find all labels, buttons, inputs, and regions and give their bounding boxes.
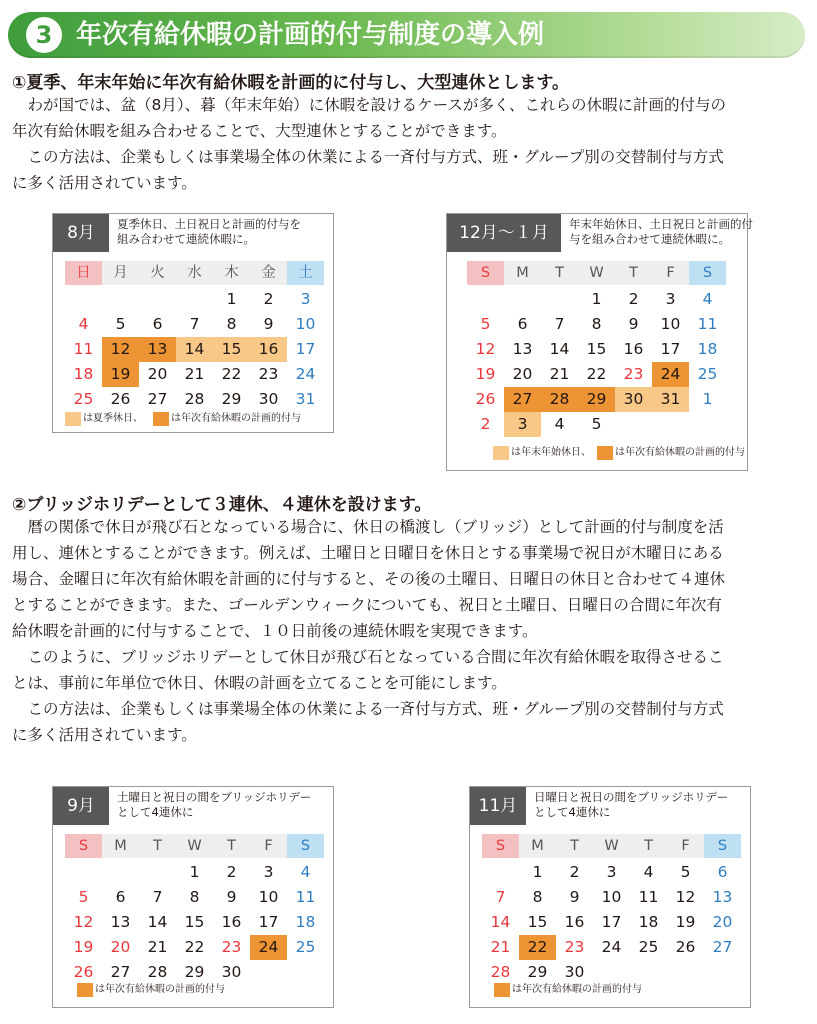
dec-day-cell: 21 (549, 365, 570, 383)
dec-weekday-header: T (615, 261, 652, 285)
dec-day-cell: 6 (517, 315, 528, 333)
section1-line-4: に多く活用されています。 (12, 174, 197, 192)
aug-weekday-header: 土 (287, 261, 324, 285)
aug-weekday-header: 水 (176, 261, 213, 285)
section2-line-6: このように、ブリッジホリデーとして休日が飛び石となっている合間に年次有給休暇を取得させるこ (27, 648, 724, 666)
nov-day-cell: 28 (490, 963, 511, 981)
dec-day-cell: 10 (660, 315, 681, 333)
nov-description-line: として4連休に (534, 805, 611, 819)
dec-month-label: 12月～１月 (447, 214, 561, 252)
aug-day-cell: 20 (147, 365, 168, 383)
nov-day-cell: 13 (712, 888, 733, 906)
sep-day-cell: 29 (184, 963, 205, 981)
section2-line-7: とは、事前に年単位で休日、休暇の計画を立てることを可能にします。 (12, 674, 507, 692)
nov-day-cell: 16 (564, 913, 585, 931)
sep-day-cell: 26 (73, 963, 94, 981)
section1-heading: ①夏季、年末年始に年次有給休暇を計画的に付与し、大型連休とします。 (12, 73, 570, 93)
aug-day-cell: 2 (263, 290, 274, 308)
sep-weekday-header: T (213, 834, 250, 858)
calendar-november (469, 786, 751, 1008)
nov-day-cell: 6 (717, 863, 728, 881)
sep-day-cell: 12 (73, 913, 94, 931)
aug-day-cell: 8 (226, 315, 237, 333)
section1-line-1: わが国では、盆（8月）、暮（年末年始）に休暇を設けるケースが多く、これらの休暇に計画的付与の (27, 96, 727, 114)
dec-description (569, 217, 753, 247)
sep-day-cell: 22 (184, 938, 205, 956)
sep-day-cell: 11 (295, 888, 316, 906)
aug-weekday-header: 木 (213, 261, 250, 285)
sep-day-cell: 17 (258, 913, 279, 931)
nov-day-cell: 26 (675, 938, 696, 956)
aug-day-cell: 26 (110, 390, 131, 408)
section1-line-2: 年次有給休暇を組み合わせることで、大型連休とすることができます。 (12, 122, 507, 140)
section-number-badge: 3 (26, 17, 62, 53)
aug-day-cell: 21 (184, 365, 205, 383)
nov-day-cell: 14 (490, 913, 511, 931)
dec-day-cell: 17 (660, 340, 681, 358)
sep-day-cell: 19 (73, 938, 94, 956)
aug-day-cell: 10 (295, 315, 316, 333)
nov-description-line: 日曜日と祝日の間をブリッジホリデー (534, 790, 729, 804)
sep-day-cell: 5 (78, 888, 89, 906)
aug-day-cell: 9 (263, 315, 274, 333)
dec-weekday-header: S (467, 261, 504, 285)
aug-day-cell: 5 (115, 315, 126, 333)
dec-weekday-header: F (652, 261, 689, 285)
aug-day-cell: 31 (295, 390, 316, 408)
sep-day-cell: 3 (263, 863, 274, 881)
dec-day-cell: 20 (512, 365, 533, 383)
sep-month-label: 9月 (53, 787, 109, 825)
aug-day-cell: 22 (221, 365, 242, 383)
nov-legend-text: は年次有給休暇の計画的付与 (512, 984, 642, 995)
aug-day-cell: 6 (152, 315, 163, 333)
dec-day-cell: 3 (504, 412, 541, 437)
sep-weekday-header: M (102, 834, 139, 858)
dec-legend-swatch-light (493, 446, 509, 460)
section2-line-1: 暦の関係で休日が飛び石となっている場合に、休日の橋渡し（ブリッジ）として計画的付与制度を活 (27, 518, 724, 536)
dec-day-cell: 9 (628, 315, 639, 333)
aug-day-cell: 19 (102, 362, 139, 387)
dec-day-cell: 7 (554, 315, 565, 333)
sep-weekday-header: S (65, 834, 102, 858)
aug-description (117, 217, 301, 247)
aug-weekday-header: 日 (65, 261, 102, 285)
sep-description-line: 土曜日と祝日の間をブリッジホリデー (117, 790, 312, 804)
dec-day-cell: 2 (480, 415, 491, 433)
aug-day-cell: 15 (213, 337, 250, 362)
sep-weekday-header: W (176, 834, 213, 858)
dec-description-line: 年末年始休日、土日祝日と計画的付 (569, 217, 753, 231)
dec-day-cell: 29 (578, 387, 615, 412)
nov-day-cell: 21 (490, 938, 511, 956)
aug-legend-swatch-light (65, 412, 81, 426)
dec-day-cell: 31 (652, 387, 689, 412)
dec-day-cell: 5 (480, 315, 491, 333)
calendar-september (52, 786, 334, 1008)
aug-day-cell: 18 (73, 365, 94, 383)
dec-weekday-header: T (541, 261, 578, 285)
dec-legend-swatch-dark (597, 446, 613, 460)
nov-legend (482, 983, 742, 997)
aug-day-cell: 24 (295, 365, 316, 383)
aug-day-cell: 27 (147, 390, 168, 408)
nov-weekday-header: T (556, 834, 593, 858)
dec-day-cell: 26 (475, 390, 496, 408)
aug-legend-text: は年次有給休暇の計画的付与 (171, 413, 301, 424)
sep-weekday-header: F (250, 834, 287, 858)
dec-legend-text: は年次有給休暇の計画的付与 (615, 447, 745, 458)
nov-weekday-header: F (667, 834, 704, 858)
nov-description (534, 790, 728, 820)
sep-day-cell: 4 (300, 863, 311, 881)
nov-day-cell: 30 (564, 963, 585, 981)
sep-day-cell: 25 (295, 938, 316, 956)
dec-day-cell: 23 (623, 365, 644, 383)
dec-day-cell: 24 (652, 362, 689, 387)
sep-day-cell: 28 (147, 963, 168, 981)
dec-day-cell: 28 (541, 387, 578, 412)
dec-day-cell: 22 (586, 365, 607, 383)
nov-day-cell: 5 (680, 863, 691, 881)
sep-day-cell: 14 (147, 913, 168, 931)
aug-day-cell: 12 (102, 337, 139, 362)
aug-weekday-header: 金 (250, 261, 287, 285)
sep-day-cell: 16 (221, 913, 242, 931)
aug-day-cell: 4 (78, 315, 89, 333)
sep-day-cell: 10 (258, 888, 279, 906)
sep-legend-swatch-dark (77, 983, 93, 997)
nov-day-cell: 1 (532, 863, 543, 881)
section2-line-4: とすることができます。また、ゴールデンウィークについても、祝日と土曜日、日曜日の合間に年次有 (12, 596, 722, 614)
sep-day-cell: 24 (250, 935, 287, 960)
aug-weekday-header: 月 (102, 261, 139, 285)
aug-day-cell: 17 (295, 340, 316, 358)
sep-day-cell: 2 (226, 863, 237, 881)
dec-day-cell: 4 (554, 415, 565, 433)
aug-day-cell: 7 (189, 315, 200, 333)
dec-day-cell: 5 (591, 415, 602, 433)
section-title: 年次有給休暇の計画的付与制度の導入例 (76, 20, 545, 50)
sep-day-cell: 30 (221, 963, 242, 981)
aug-day-cell: 11 (73, 340, 94, 358)
nov-legend-swatch-dark (494, 983, 510, 997)
sep-legend (65, 983, 325, 997)
aug-legend (65, 412, 325, 426)
aug-day-cell: 13 (139, 337, 176, 362)
dec-day-cell: 18 (697, 340, 718, 358)
calendar-august (52, 213, 334, 433)
dec-day-cell: 16 (623, 340, 644, 358)
nov-weekday-header: M (519, 834, 556, 858)
aug-legend-swatch-dark (153, 412, 169, 426)
section2-line-5: 給休暇を計画的に付与することで、１０日前後の連続休暇を実現できます。 (12, 622, 538, 640)
dec-day-cell: 19 (475, 365, 496, 383)
nov-day-cell: 22 (519, 935, 556, 960)
nov-day-cell: 8 (532, 888, 543, 906)
nov-day-cell: 23 (564, 938, 585, 956)
dec-day-cell: 13 (512, 340, 533, 358)
nov-day-cell: 3 (606, 863, 617, 881)
aug-description-line: 夏季休日、土日祝日と計画的付与を (117, 217, 301, 231)
nov-day-cell: 10 (601, 888, 622, 906)
nov-day-cell: 2 (569, 863, 580, 881)
sep-weekday-header: S (287, 834, 324, 858)
nov-day-cell: 20 (712, 913, 733, 931)
calendar-december-january (446, 213, 753, 471)
nov-day-cell: 24 (601, 938, 622, 956)
dec-day-cell: 2 (628, 290, 639, 308)
aug-day-cell: 1 (226, 290, 237, 308)
section1-line-3: この方法は、企業もしくは事業場全体の休業による一斉付与方式、班・グループ別の交替制付与方式 (27, 148, 724, 166)
nov-day-cell: 7 (495, 888, 506, 906)
section2-heading: ②ブリッジホリデーとして３連休、４連休を設けます。 (12, 495, 432, 515)
section-banner (8, 12, 805, 58)
nov-day-cell: 18 (638, 913, 659, 931)
sep-day-cell: 27 (110, 963, 131, 981)
sep-day-cell: 9 (226, 888, 237, 906)
nov-weekday-header: S (482, 834, 519, 858)
aug-month-label: 8月 (53, 214, 109, 252)
aug-day-cell: 3 (300, 290, 311, 308)
sep-day-cell: 8 (189, 888, 200, 906)
nov-weekday-header: W (593, 834, 630, 858)
nov-day-cell: 12 (675, 888, 696, 906)
dec-legend-text: は年末年始休日、 (511, 447, 591, 458)
dec-day-cell: 11 (697, 315, 718, 333)
dec-day-cell: 15 (586, 340, 607, 358)
sep-day-cell: 20 (110, 938, 131, 956)
sep-day-cell: 23 (221, 938, 242, 956)
dec-description-line: 与を組み合わせて連続休暇に。 (569, 232, 730, 246)
dec-weekday-header: W (578, 261, 615, 285)
dec-day-cell: 1 (702, 390, 713, 408)
dec-day-cell: 1 (591, 290, 602, 308)
aug-day-cell: 30 (258, 390, 279, 408)
dec-day-cell: 8 (591, 315, 602, 333)
aug-legend-text: は夏季休日、 (83, 413, 143, 424)
sep-description (117, 790, 311, 820)
section2-line-2: 用し、連休とすることができます。例えば、土曜日と日曜日を休日とする事業場で祝日が木曜日にある (12, 544, 724, 562)
sep-day-cell: 18 (295, 913, 316, 931)
dec-day-cell: 14 (549, 340, 570, 358)
dec-day-cell: 12 (475, 340, 496, 358)
section2-line-9: に多く活用されています。 (12, 726, 197, 744)
sep-day-cell: 1 (189, 863, 200, 881)
section2-line-3: 場合、金曜日に年次有給休暇を計画的に付与すると、その後の土曜日、日曜日の休日と合わせて４連休 (12, 570, 726, 588)
nov-weekday-header: T (630, 834, 667, 858)
aug-description-line: 組み合わせて連続休暇に。 (117, 232, 255, 246)
dec-legend (459, 446, 745, 460)
aug-weekday-header: 火 (139, 261, 176, 285)
nov-day-cell: 29 (527, 963, 548, 981)
nov-day-cell: 27 (712, 938, 733, 956)
dec-day-cell: 27 (504, 387, 541, 412)
sep-weekday-header: T (139, 834, 176, 858)
sep-description-line: として4連休に (117, 805, 194, 819)
dec-day-cell: 25 (697, 365, 718, 383)
dec-day-cell: 30 (615, 387, 652, 412)
nov-day-cell: 4 (643, 863, 654, 881)
aug-day-cell: 23 (258, 365, 279, 383)
dec-day-cell: 3 (665, 290, 676, 308)
sep-day-cell: 13 (110, 913, 131, 931)
nov-weekday-header: S (704, 834, 741, 858)
nov-day-cell: 25 (638, 938, 659, 956)
nov-month-label: 11月 (470, 787, 526, 825)
sep-legend-text: は年次有給休暇の計画的付与 (95, 984, 225, 995)
aug-day-cell: 14 (176, 337, 213, 362)
section1-body (12, 92, 812, 196)
nov-day-cell: 19 (675, 913, 696, 931)
dec-weekday-header: M (504, 261, 541, 285)
sep-day-cell: 6 (115, 888, 126, 906)
dec-day-cell: 4 (702, 290, 713, 308)
nov-day-cell: 15 (527, 913, 548, 931)
section2-body (12, 514, 812, 748)
aug-day-cell: 28 (184, 390, 205, 408)
aug-day-cell: 29 (221, 390, 242, 408)
nov-day-cell: 9 (569, 888, 580, 906)
sep-day-cell: 7 (152, 888, 163, 906)
aug-day-cell: 16 (250, 337, 287, 362)
aug-day-cell: 25 (73, 390, 94, 408)
dec-weekday-header: S (689, 261, 726, 285)
nov-day-cell: 17 (601, 913, 622, 931)
section2-line-8: この方法は、企業もしくは事業場全体の休業による一斉付与方式、班・グループ別の交替制付与方式 (27, 700, 724, 718)
sep-day-cell: 15 (184, 913, 205, 931)
sep-day-cell: 21 (147, 938, 168, 956)
nov-day-cell: 11 (638, 888, 659, 906)
